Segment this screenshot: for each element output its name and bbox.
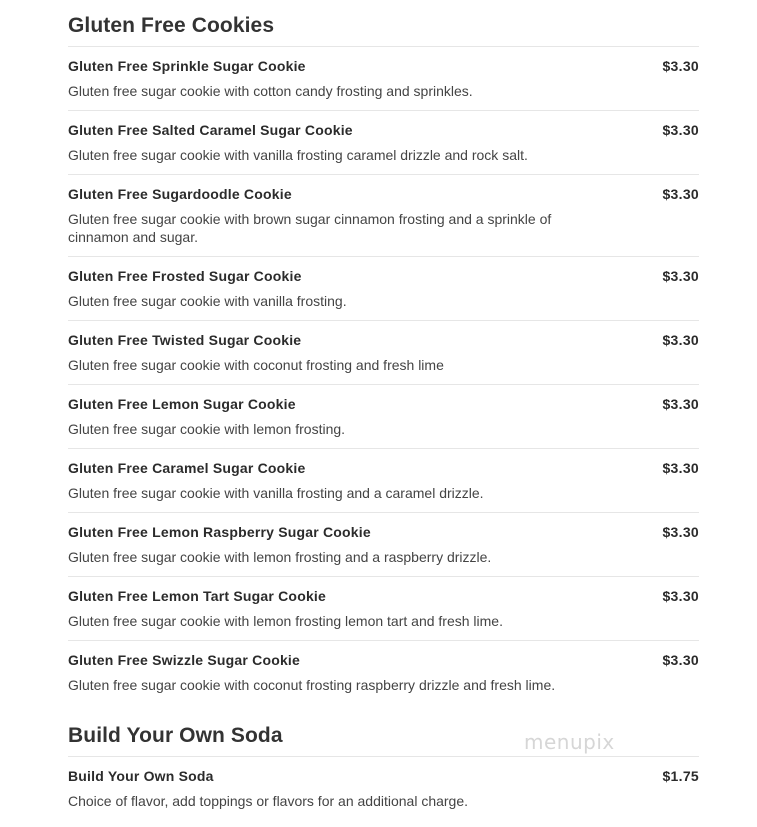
menu-item[interactable] <box>68 757 699 817</box>
menu-item-name: Gluten Free Swizzle Sugar Cookie <box>68 652 301 668</box>
menu-item[interactable] <box>68 513 699 577</box>
menu-item-name: Gluten Free Caramel Sugar Cookie <box>68 460 306 476</box>
menu-item-name: Gluten Free Twisted Sugar Cookie <box>68 332 302 348</box>
menu-item[interactable] <box>68 449 699 513</box>
menu-item-description: Gluten free sugar cookie with coconut frosting raspberry drizzle and fresh lime. <box>68 677 556 693</box>
menu-item-name: Gluten Free Sprinkle Sugar Cookie <box>68 58 306 74</box>
menu-item[interactable] <box>68 47 699 111</box>
menu-item-price: $3.30 <box>662 588 699 604</box>
menu-item-price: $3.30 <box>662 332 699 348</box>
section-title-build-your-own-soda: Build Your Own Soda <box>68 724 283 747</box>
section-title-gluten-free-cookies: Gluten Free Cookies <box>68 14 275 37</box>
menu-item-name: Gluten Free Lemon Raspberry Sugar Cookie <box>68 524 371 540</box>
menu-item[interactable] <box>68 385 699 449</box>
menu-item-price: $3.30 <box>662 460 699 476</box>
menu-item-price: $3.30 <box>662 186 699 202</box>
menu-item[interactable] <box>68 321 699 385</box>
menu-item[interactable] <box>68 257 699 321</box>
menu-item-price: $3.30 <box>662 524 699 540</box>
menu-item-description: Gluten free sugar cookie with vanilla frosting. <box>68 293 347 309</box>
menu-item-description: Gluten free sugar cookie with vanilla frosting caramel drizzle and rock salt. <box>68 147 528 163</box>
menu-item-description: Choice of flavor, add toppings or flavors for an additional charge. <box>68 793 469 809</box>
menu-item-description: Gluten free sugar cookie with vanilla frosting and a caramel drizzle. <box>68 485 484 501</box>
menu-item-description: Gluten free sugar cookie with brown sugar cinnamon frosting and a sprinkle of cinnamon and sugar. <box>68 211 552 245</box>
menu-item-price: $3.30 <box>662 122 699 138</box>
menu-item-price: $3.30 <box>662 396 699 412</box>
menu-item-price: $3.30 <box>662 652 699 668</box>
menu-item-name: Gluten Free Lemon Sugar Cookie <box>68 396 296 412</box>
menu-item-name: Gluten Free Frosted Sugar Cookie <box>68 268 302 284</box>
menu-item-name: Build Your Own Soda <box>68 768 214 784</box>
menu-item-description: Gluten free sugar cookie with lemon frosting and a raspberry drizzle. <box>68 549 492 565</box>
menu-item-price: $3.30 <box>662 58 699 74</box>
menu-item-description: Gluten free sugar cookie with coconut frosting and fresh lime <box>68 357 444 373</box>
menu-item[interactable] <box>68 641 699 705</box>
menu-item-price: $3.30 <box>662 268 699 284</box>
menu-item-name: Gluten Free Lemon Tart Sugar Cookie <box>68 588 327 604</box>
menu-item-description: Gluten free sugar cookie with cotton candy frosting and sprinkles. <box>68 83 473 99</box>
menu-item[interactable] <box>68 577 699 641</box>
menu-item[interactable] <box>68 175 699 257</box>
menu-item-description: Gluten free sugar cookie with lemon frosting lemon tart and fresh lime. <box>68 613 503 629</box>
menu-item-price: $1.75 <box>662 768 699 784</box>
watermark-logo: menupix <box>524 730 615 754</box>
menu-item-name: Gluten Free Sugardoodle Cookie <box>68 186 292 202</box>
menu-item-description: Gluten free sugar cookie with lemon frosting. <box>68 421 346 437</box>
menu-item-name: Gluten Free Salted Caramel Sugar Cookie <box>68 122 353 138</box>
menu-item[interactable] <box>68 111 699 175</box>
menu-item-list <box>68 47 699 705</box>
